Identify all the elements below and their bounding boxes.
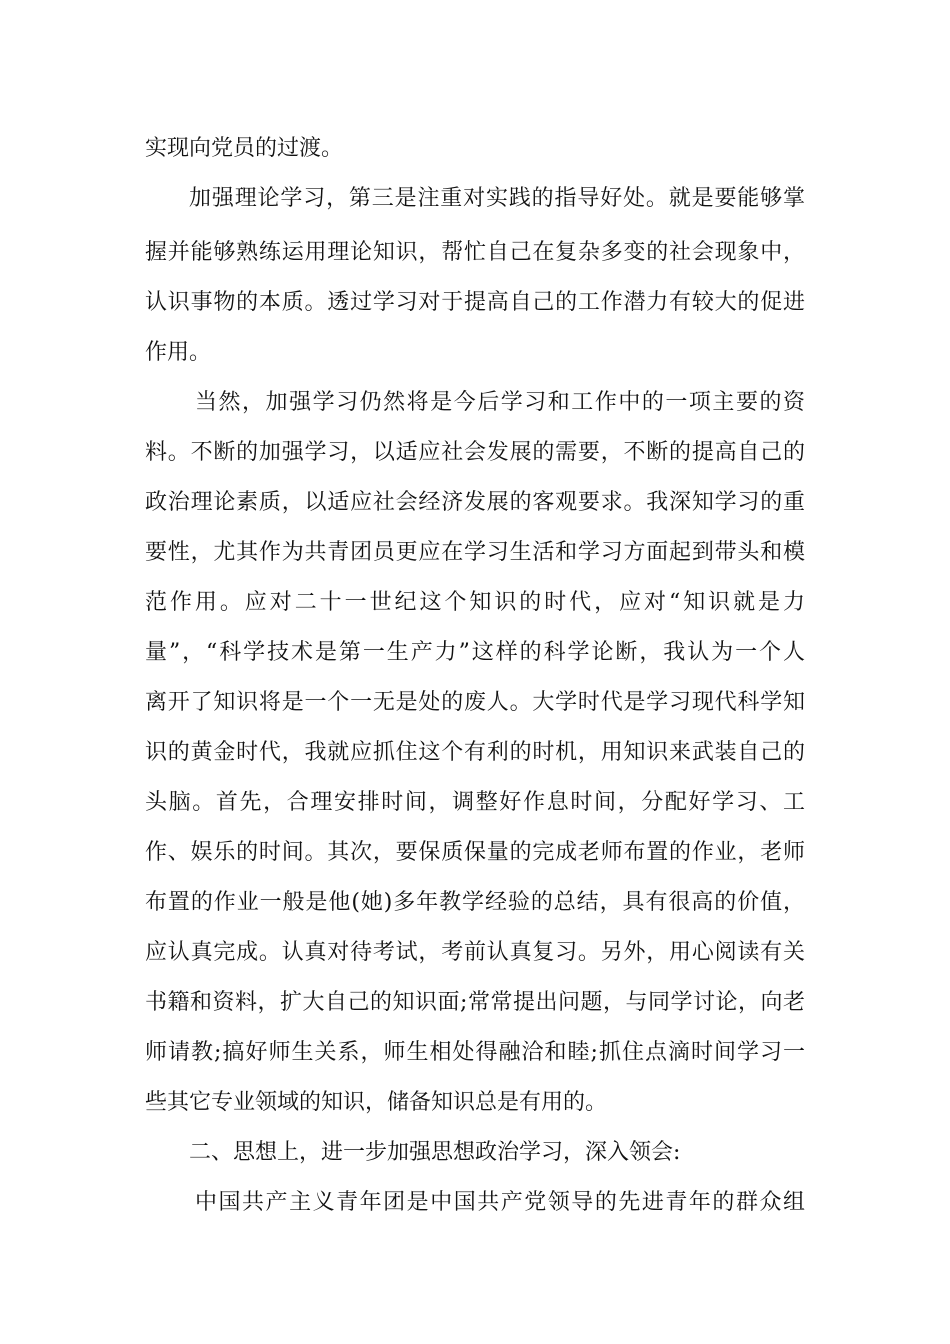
text-line: 政治理论素质，以适应社会经济发展的客观要求。我深知学习的重	[145, 490, 805, 515]
text-line: 加强理论学习，第三是注重对实践的指导好处。就是要能够掌	[189, 186, 805, 211]
text-line: 些其它专业领域的知识，储备知识总是有用的。	[145, 1090, 608, 1115]
text-line: 师请教;搞好师生关系，师生相处得融洽和睦;抓住点滴时间学习一	[145, 1040, 805, 1065]
text-line: 布置的作业一般是他(她)多年教学经验的总结，具有很高的价值，	[145, 890, 805, 915]
text-line: 范作用。应对二十一世纪这个知识的时代，应对“知识就是力	[145, 590, 805, 615]
text-line: 料。不断的加强学习，以适应社会发展的需要，不断的提高自己的	[145, 440, 805, 465]
text-line: 要性，尤其作为共青团员更应在学习生活和学习方面起到带头和模	[145, 540, 805, 565]
text-line: 应认真完成。认真对待考试，考前认真复习。另外，用心阅读有关	[145, 940, 805, 965]
text-line: 作用。	[145, 340, 212, 365]
text-line: 书籍和资料，扩大自己的知识面;常常提出问题，与同学讨论，向老	[145, 990, 805, 1015]
text-line: 作、娱乐的时间。其次，要保质保量的完成老师布置的作业，老师	[145, 840, 805, 865]
text-line: 识的黄金时代，我就应抓住这个有利的时机，用知识来武装自己的	[145, 740, 805, 765]
text-line: 量”，“科学技术是第一生产力”这样的科学论断，我认为一个人	[145, 640, 805, 665]
text-line: 头脑。首先，合理安排时间，调整好作息时间，分配好学习、工	[145, 790, 805, 815]
text-line: 握并能够熟练运用理论知识，帮忙自己在复杂多变的社会现象中，	[145, 240, 805, 265]
text-line: 实现向党员的过渡。	[145, 136, 344, 161]
section-heading: 二、思想上，进一步加强思想政治学习，深入领会:	[189, 1140, 681, 1165]
text-line: 当然，加强学习仍然将是今后学习和工作中的一项主要的资	[195, 390, 805, 415]
text-line: 认识事物的本质。透过学习对于提高自己的工作潜力有较大的促进	[145, 290, 805, 315]
text-line: 离开了知识将是一个一无是处的废人。大学时代是学习现代科学知	[145, 690, 805, 715]
text-line: 中国共产主义青年团是中国共产党领导的先进青年的群众组	[195, 1190, 805, 1215]
